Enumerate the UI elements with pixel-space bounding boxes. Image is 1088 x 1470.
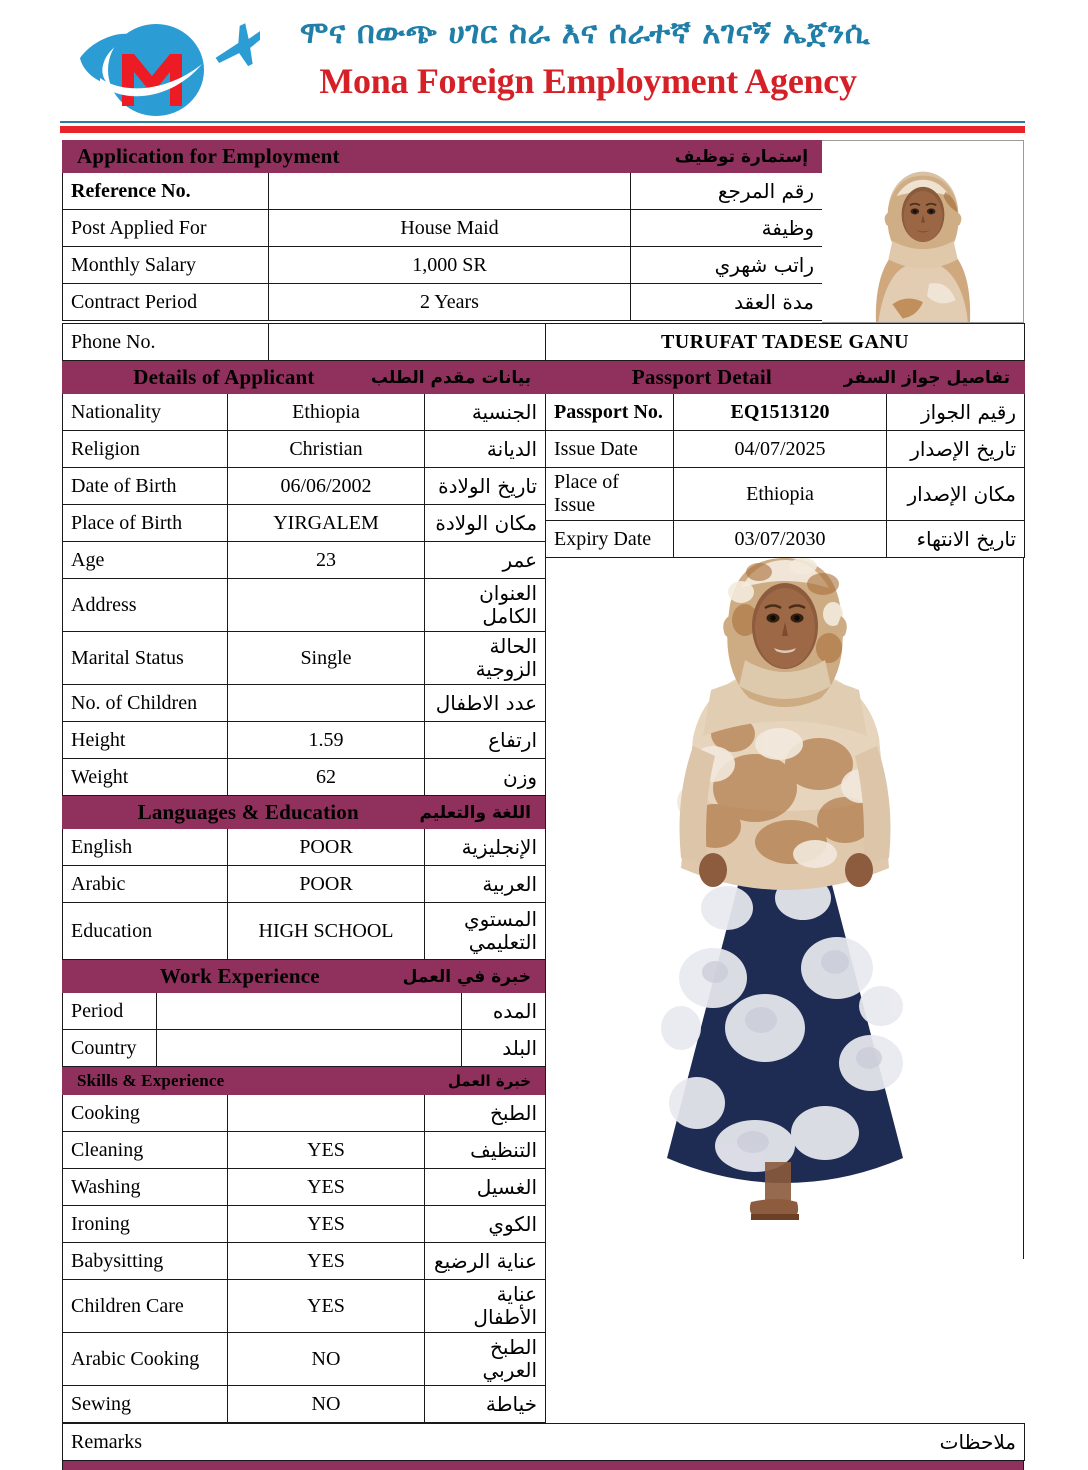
- phone-row-table: [62, 323, 1025, 361]
- table-row: [63, 632, 546, 685]
- field-label-religion: Religion: [63, 431, 228, 468]
- field-value-age[interactable]: 23: [228, 542, 425, 579]
- field-label-babysitting: Babysitting: [63, 1243, 228, 1280]
- field-label-ar-cooking: الطبخ: [425, 1095, 546, 1132]
- field-label-washing: Washing: [63, 1169, 228, 1206]
- field-label-period: Period: [63, 993, 157, 1030]
- field-label-monthly-salary: Monthly Salary: [63, 247, 269, 284]
- table-row: [546, 394, 1025, 431]
- field-value-english[interactable]: POOR: [228, 829, 425, 866]
- header-rule-red: [60, 126, 1025, 133]
- application-table: [62, 140, 823, 321]
- applicant-full-body-photo: [575, 558, 995, 1248]
- section-title-en: Languages & Education: [137, 800, 359, 824]
- field-value-contract-period[interactable]: 2 Years: [269, 284, 631, 321]
- field-label-ar-expiry-date: تاريخ الانتهاء: [887, 521, 1025, 558]
- section-title-ar: بيانات مقدم الطلب: [370, 367, 532, 388]
- field-label-ar-nationality: الجنسية: [425, 394, 546, 431]
- table-row: [546, 521, 1025, 558]
- field-value-weight[interactable]: 62: [228, 759, 425, 796]
- section-header-passport-detail: [546, 362, 1025, 394]
- document-header: [0, 0, 1088, 118]
- field-value-children-care[interactable]: YES: [228, 1280, 425, 1333]
- section-header-applicant-details: [63, 362, 546, 394]
- field-label-country: Country: [63, 1030, 157, 1067]
- section-title-ar: خبرة في العمل: [402, 966, 532, 987]
- field-label-english: English: [63, 829, 228, 866]
- field-value-ironing[interactable]: YES: [228, 1206, 425, 1243]
- field-label-ar-period: المده: [462, 993, 546, 1030]
- company-name-english: Mona Foreign Employment Agency: [319, 61, 857, 101]
- table-row: [63, 431, 546, 468]
- section-title-en: Work Experience: [159, 964, 320, 988]
- applicant-full-photo-pane: [545, 558, 1024, 1259]
- section-title-ar: اللغة والتعليم: [419, 802, 532, 823]
- field-label-ar-reference-no: رقم المرجع: [631, 173, 823, 210]
- table-row: [63, 1206, 546, 1243]
- table-row: [63, 993, 546, 1030]
- field-label-ar-address: العنوان الكامل: [425, 579, 546, 632]
- field-label-ar-sewing: خياطة: [425, 1386, 546, 1423]
- field-label-ar-no-of-children: عدد الاطفال: [425, 685, 546, 722]
- application-section-header-row: [63, 141, 823, 173]
- table-row: [63, 685, 546, 722]
- field-label-place-of-issue: Place of Issue: [546, 468, 674, 521]
- section-title-en: Skills & Experience: [77, 1071, 225, 1090]
- field-label-passport-no: Passport No.: [546, 394, 674, 431]
- field-label-ar-weight: وزن: [425, 759, 546, 796]
- field-label-ironing: Ironing: [63, 1206, 228, 1243]
- work-experience-table: [62, 960, 546, 1067]
- passport-detail-table: [545, 361, 1025, 558]
- left-details-column: [62, 361, 545, 1423]
- field-value-marital-status[interactable]: Single: [228, 632, 425, 685]
- field-value-phone-no[interactable]: [269, 324, 546, 361]
- field-label-ar-education: المستوي التعليمي: [425, 903, 546, 960]
- table-row: [63, 210, 823, 247]
- field-value-monthly-salary[interactable]: 1,000 SR: [269, 247, 631, 284]
- table-row: [63, 505, 546, 542]
- languages-education-table: [62, 796, 546, 960]
- table-row: [546, 468, 1025, 521]
- field-label-phone-no: Phone No.: [63, 324, 269, 361]
- table-row: [63, 468, 546, 505]
- field-label-arabic-cooking: Arabic Cooking: [63, 1333, 228, 1386]
- work-experience-header-row: [63, 961, 546, 993]
- field-value-sewing[interactable]: NO: [228, 1386, 425, 1423]
- passport-photo-pane: [822, 140, 1024, 323]
- field-label-ar-washing: الغسيل: [425, 1169, 546, 1206]
- field-label-reference-no: Reference No.: [63, 173, 269, 210]
- details-and-passport-block: [62, 361, 1024, 1423]
- field-label-place-of-birth: Place of Birth: [63, 505, 228, 542]
- table-row: [63, 542, 546, 579]
- table-row: [63, 324, 1025, 361]
- section-title-ar: خبرة العمل: [448, 1072, 532, 1090]
- field-value-place-of-birth[interactable]: YIRGALEM: [228, 505, 425, 542]
- field-value-passport-no[interactable]: EQ1513120: [674, 394, 887, 431]
- field-label-ar-arabic: العربية: [425, 866, 546, 903]
- application-top-block: [62, 140, 1024, 323]
- table-row: [63, 1132, 546, 1169]
- field-label-ar-passport-no: رقيم الجواز: [887, 394, 1025, 431]
- table-row: [63, 829, 546, 866]
- table-row: [63, 903, 546, 960]
- field-label-address: Address: [63, 579, 228, 632]
- applicant-details-header-row: [63, 362, 546, 394]
- field-value-arabic-cooking[interactable]: NO: [228, 1333, 425, 1386]
- section-header-skills-experience: [63, 1068, 546, 1095]
- right-passport-column: [545, 361, 1024, 1259]
- field-label-ar-date-of-birth: تاريخ الولادة: [425, 468, 546, 505]
- field-label-issue-date: Issue Date: [546, 431, 674, 468]
- field-value-cooking[interactable]: [228, 1095, 425, 1132]
- table-row: [63, 284, 823, 321]
- field-value-religion[interactable]: Christian: [228, 431, 425, 468]
- languages-education-header-row: [63, 797, 546, 829]
- form-bottom-accent-bar: [62, 1461, 1024, 1470]
- table-row: [63, 579, 546, 632]
- employment-application-form: [62, 140, 1024, 1470]
- table-row: [63, 1169, 546, 1206]
- applicant-passport-photo: [828, 147, 1018, 322]
- skills-header-row: [63, 1068, 546, 1095]
- field-label-ar-cleaning: التنظيف: [425, 1132, 546, 1169]
- field-label-ar-issue-date: تاريخ الإصدار: [887, 431, 1025, 468]
- field-label-nationality: Nationality: [63, 394, 228, 431]
- table-row: [63, 866, 546, 903]
- field-label-ar-arabic-cooking: الطبخ العربي: [425, 1333, 546, 1386]
- field-label-sewing: Sewing: [63, 1386, 228, 1423]
- field-value-no-of-children[interactable]: [228, 685, 425, 722]
- section-header-work-experience: [63, 961, 546, 993]
- field-value-post-applied-for[interactable]: House Maid: [269, 210, 631, 247]
- field-label-ar-marital-status: الحالة الزوجية: [425, 632, 546, 685]
- table-row: [63, 1095, 546, 1132]
- field-label-ar-babysitting: عناية الرضيع: [425, 1243, 546, 1280]
- field-label-ar-country: البلد: [462, 1030, 546, 1067]
- field-value-education[interactable]: HIGH SCHOOL: [228, 903, 425, 960]
- field-label-cleaning: Cleaning: [63, 1132, 228, 1169]
- table-row: [63, 1030, 546, 1067]
- section-header-languages-education: [63, 797, 546, 829]
- field-label-expiry-date: Expiry Date: [546, 521, 674, 558]
- remarks-table: [62, 1423, 1025, 1461]
- field-label-ar-place-of-issue: مكان الإصدار: [887, 468, 1025, 521]
- field-label-ar-monthly-salary: راتب شهري: [631, 247, 823, 284]
- field-label-children-care: Children Care: [63, 1280, 228, 1333]
- field-value-date-of-birth[interactable]: 06/06/2002: [228, 468, 425, 505]
- field-label-ar-remarks: ملاحظات: [543, 1424, 1025, 1461]
- passport-header-row: [546, 362, 1025, 394]
- table-row: [63, 722, 546, 759]
- field-value-country[interactable]: [157, 1030, 462, 1067]
- field-value-address[interactable]: [228, 579, 425, 632]
- field-label-ar-place-of-birth: مكان الولادة: [425, 505, 546, 542]
- field-label-ar-english: الإنجليزية: [425, 829, 546, 866]
- field-value-period[interactable]: [157, 993, 462, 1030]
- table-row: [63, 1280, 546, 1333]
- table-row: [63, 394, 546, 431]
- field-value-babysitting[interactable]: YES: [228, 1243, 425, 1280]
- field-label-ar-age: عمر: [425, 542, 546, 579]
- table-row: [63, 1243, 546, 1280]
- section-title-ar: إستمارة توظيف: [674, 146, 809, 167]
- section-title-en: Application for Employment: [77, 144, 340, 168]
- field-label-ar-children-care: عناية الأطفال: [425, 1280, 546, 1333]
- skills-experience-table: [62, 1067, 546, 1423]
- field-value-issue-date[interactable]: 04/07/2025: [674, 431, 887, 468]
- applicant-full-name: TURUFAT TADESE GANU: [546, 324, 1025, 361]
- field-label-arabic: Arabic: [63, 866, 228, 903]
- field-label-education: Education: [63, 903, 228, 960]
- logo-globe-plane-icon: [78, 14, 260, 118]
- section-title-ar: تفاصيل جواز السفر: [843, 367, 1011, 388]
- field-label-cooking: Cooking: [63, 1095, 228, 1132]
- section-title-en: Passport Detail: [631, 365, 772, 389]
- field-label-date-of-birth: Date of Birth: [63, 468, 228, 505]
- section-header-application: [63, 141, 823, 173]
- field-label-remarks: Remarks: [63, 1424, 543, 1461]
- field-label-height: Height: [63, 722, 228, 759]
- field-value-expiry-date[interactable]: 03/07/2030: [674, 521, 887, 558]
- field-label-no-of-children: No. of Children: [63, 685, 228, 722]
- company-name-amharic: ሞና በውጭ ሀገር ስራ እና ሰራተኛ አገናኝ ኤጀንሲ: [299, 15, 871, 51]
- field-value-height[interactable]: 1.59: [228, 722, 425, 759]
- applicant-details-table: [62, 361, 546, 796]
- table-row: [63, 759, 546, 796]
- table-row: [63, 247, 823, 284]
- table-row: [63, 1424, 1025, 1461]
- field-value-place-of-issue[interactable]: Ethiopia: [674, 468, 887, 521]
- agency-logo: [78, 14, 260, 118]
- field-value-nationality[interactable]: Ethiopia: [228, 394, 425, 431]
- field-value-arabic[interactable]: POOR: [228, 866, 425, 903]
- field-label-weight: Weight: [63, 759, 228, 796]
- field-label-post-applied-for: Post Applied For: [63, 210, 269, 247]
- field-label-ar-ironing: الكوي: [425, 1206, 546, 1243]
- field-label-ar-height: ارتفاع: [425, 722, 546, 759]
- field-label-ar-post-applied-for: وظيفة: [631, 210, 823, 247]
- table-row: [63, 1333, 546, 1386]
- field-label-ar-contract-period: مدة العقد: [631, 284, 823, 321]
- field-value-cleaning[interactable]: YES: [228, 1132, 425, 1169]
- field-value-washing[interactable]: YES: [228, 1169, 425, 1206]
- table-row: [63, 1386, 546, 1423]
- field-label-marital-status: Marital Status: [63, 632, 228, 685]
- table-row: [546, 431, 1025, 468]
- table-row: [63, 173, 823, 210]
- field-value-reference-no[interactable]: [269, 173, 631, 210]
- section-title-en: Details of Applicant: [133, 365, 315, 389]
- field-label-ar-religion: الديانة: [425, 431, 546, 468]
- field-label-age: Age: [63, 542, 228, 579]
- field-label-contract-period: Contract Period: [63, 284, 269, 321]
